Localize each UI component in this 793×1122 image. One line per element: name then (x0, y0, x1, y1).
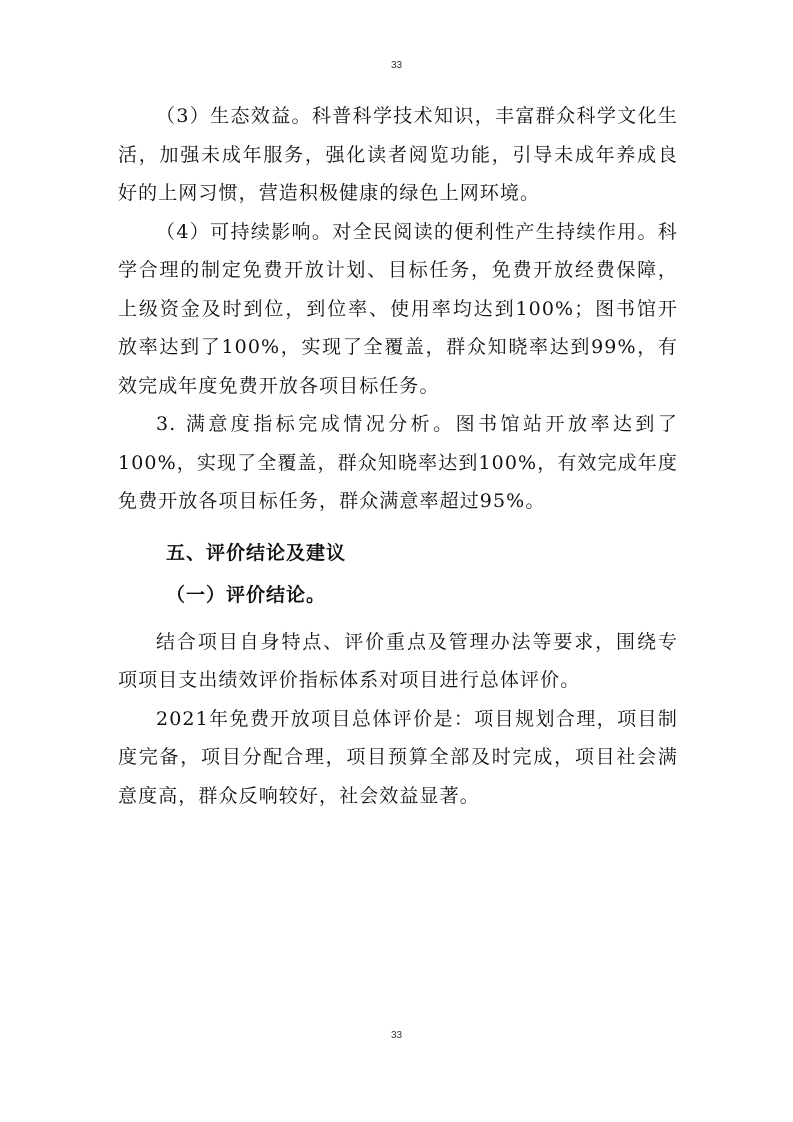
document-body (118, 97, 678, 815)
page-number-top: 33 (390, 60, 403, 71)
section-heading-conclusion: 五、评价结论及建议 (166, 541, 347, 564)
paragraph-satisfaction-analysis: 3. 满意度指标完成情况分析。图书馆站开放率达到了100%，实现了全覆盖，群众知晓率达到100%，有效完成年度免费开放各项目标任务，群众满意率超过95%。 (118, 413, 678, 512)
paragraph-evaluation-basis: 结合项目自身特点、评价重点及管理办法等要求，围绕专项项目支出绩效评价指标体系对项目进行总体评价。 (118, 630, 678, 691)
paragraph-sustainable-impact: （4）可持续影响。对全民阅读的便利性产生持续作用。科学合理的制定免费开放计划、目标任务，免费开放经费保障，上级资金及时到位，到位率、使用率均达到100%；图书馆开放率达到了100%，实现了全覆盖，群众知晓率达到99%，有效完成年度免费开放各项目标任务。 (118, 220, 678, 397)
paragraph-ecological-benefit: （3）生态效益。科普科学技术知识，丰富群众科学文化生活，加强未成年服务，强化读者阅览功能，引导未成年养成良好的上网习惯，营造积极健康的绿色上网环境。 (118, 105, 678, 204)
page-number-bottom: 33 (390, 1030, 403, 1041)
subsection-heading-evaluation-conclusion: （一）评价结论。 (166, 584, 327, 606)
paragraph-overall-evaluation: 2021年免费开放项目总体评价是：项目规划合理，项目制度完备，项目分配合理，项目预算全部及时完成，项目社会满意度高，群众反响较好，社会效益显著。 (118, 707, 678, 807)
